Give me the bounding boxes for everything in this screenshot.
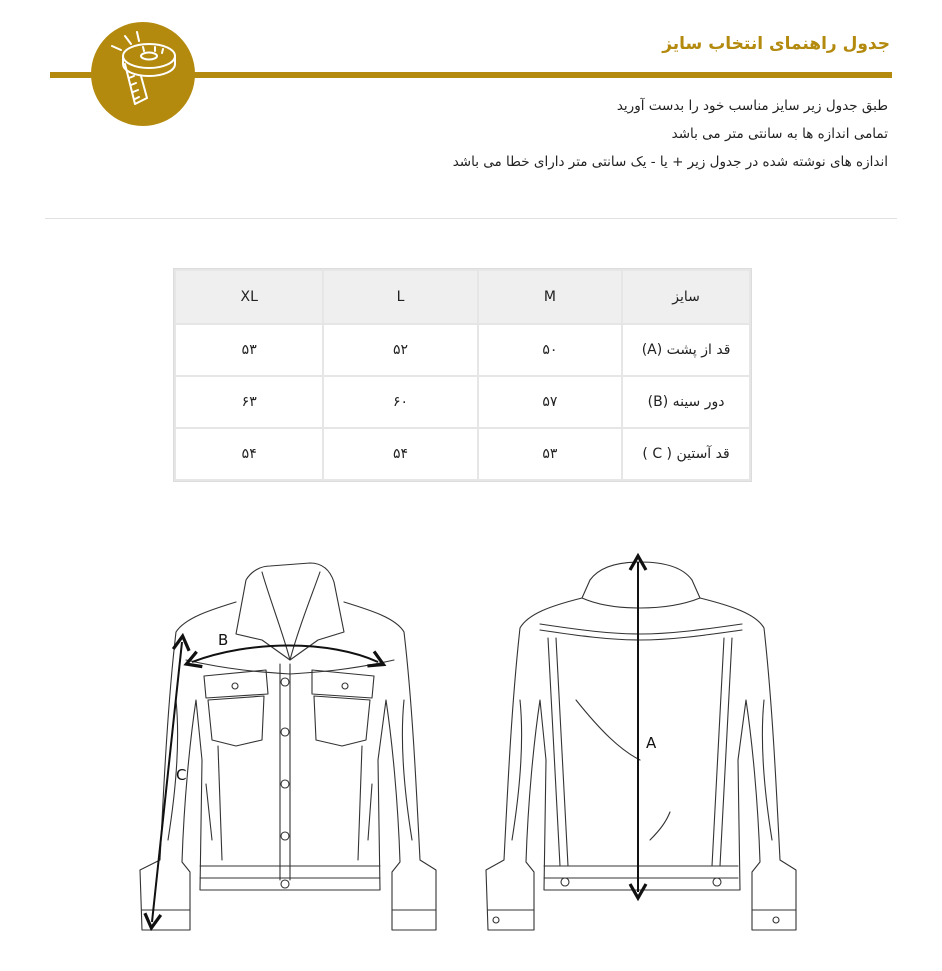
table-cell: ۵۴ xyxy=(175,428,323,480)
section-divider xyxy=(45,218,897,219)
table-cell: ۵۷ xyxy=(478,376,622,428)
table-cell: ۵۰ xyxy=(478,324,622,376)
marker-b: B xyxy=(218,631,229,649)
table-row xyxy=(175,324,750,376)
size-header-label: سایز xyxy=(622,270,750,324)
table-cell: ۵۴ xyxy=(323,428,477,480)
intro-line: طبق جدول زیر سایز مناسب خود را بدست آورید xyxy=(616,98,888,114)
intro-line: اندازه های نوشته شده در جدول زیر + یا - یک سانتی متر دارای خطا می باشد xyxy=(452,154,888,170)
jacket-front-icon xyxy=(140,563,436,930)
table-cell: ۵۳ xyxy=(478,428,622,480)
row-label: قد آستین ( C ) xyxy=(622,428,750,480)
size-header-xl: XL xyxy=(175,270,323,324)
table-cell: ۵۳ xyxy=(175,324,323,376)
size-table xyxy=(174,269,751,481)
measuring-tape-icon xyxy=(91,22,195,126)
page-title: جدول راهنمای انتخاب سایز xyxy=(662,34,890,54)
intro-line: تمامی اندازه ها به سانتی متر می باشد xyxy=(671,126,888,142)
table-row xyxy=(175,428,750,480)
table-cell: ۵۲ xyxy=(323,324,477,376)
table-cell: ۶۳ xyxy=(175,376,323,428)
jacket-diagram xyxy=(0,540,942,960)
marker-a: A xyxy=(646,734,657,752)
intro-text xyxy=(288,92,888,176)
size-header-l: L xyxy=(323,270,477,324)
size-header-m: M xyxy=(478,270,622,324)
table-header-row xyxy=(175,270,750,324)
marker-c: C xyxy=(176,766,187,784)
jacket-back-icon xyxy=(486,562,796,930)
table-cell: ۶۰ xyxy=(323,376,477,428)
row-label: قد از پشت (A) xyxy=(622,324,750,376)
row-label: دور سینه (B) xyxy=(622,376,750,428)
table-row xyxy=(175,376,750,428)
